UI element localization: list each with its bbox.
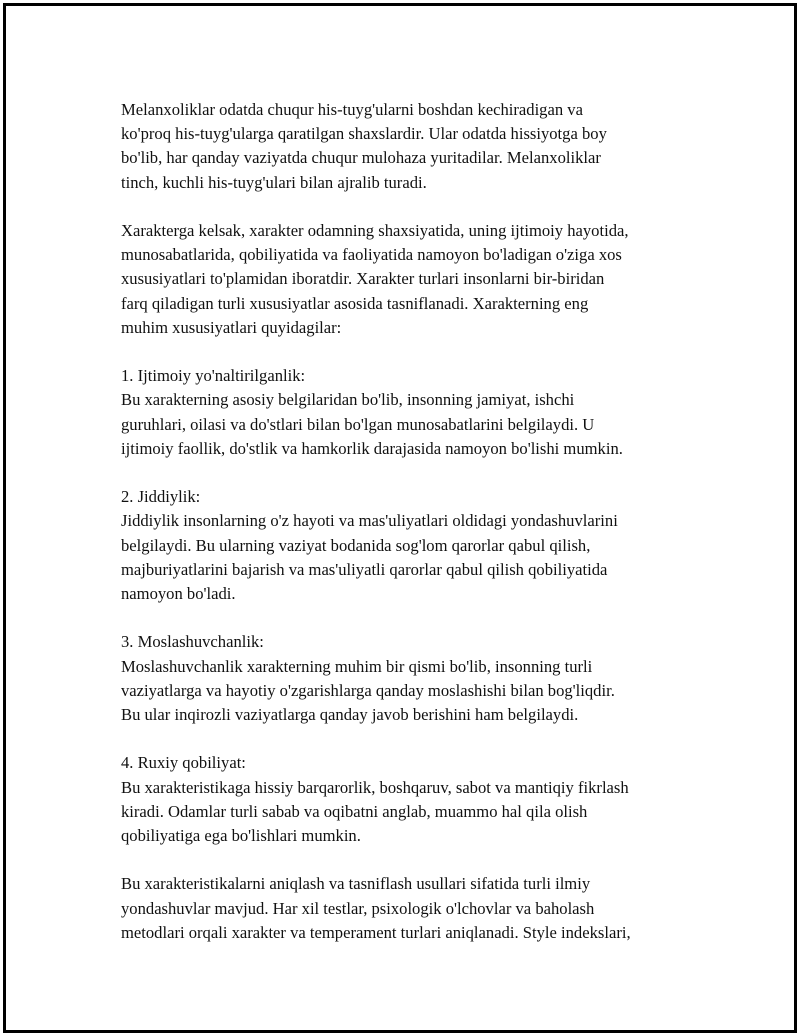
text-line: bo'lib, har qanday vaziyatda chuqur mulohaza yuritadilar. Melanxoliklar [121,148,601,168]
text-line: belgilaydi. Bu ularning vaziyat bodanida sog'lom qarorlar qabul qilish, [121,535,591,555]
text-line: Moslashuvchanlik xarakterning muhim bir qismi bo'lib, insonning turli [121,656,593,676]
text-line: namoyon bo'ladi. [121,584,236,604]
section-heading: 3. Moslashuvchanlik: [121,632,264,652]
text-line: Bu xarakterning asosiy belgilaridan bo'lib, insonning jamiyat, ishchi [121,390,575,410]
text-line: tinch, kuchli his-tuyg'ulari bilan ajralib turadi. [121,172,427,192]
text-line: qobiliyatiga ega bo'lishlari mumkin. [121,826,361,846]
text-line: farq qiladigan turli xususiyatlar asosida tasniflanadi. Xarakterning eng [121,293,589,313]
text-line: yondashuvlar mavjud. Har xil testlar, psixologik o'lchovlar va baholash [121,898,595,918]
section-heading: 4. Ruxiy qobiliyat: [121,753,246,773]
text-line: Bu ular inqirozli vaziyatlarga qanday javob berishini ham belgilaydi. [121,705,579,725]
text-line: Xarakterga kelsak, xarakter odamning shaxsiyatida, uning ijtimoiy hayotida, [121,221,629,240]
page-border [3,3,797,1033]
paragraph-character [121,219,701,340]
text-line: Melanxoliklar odatda chuqur his-tuyg'ularni boshdan kechiradigan va [121,100,583,119]
text-line: munosabatlarida, qobiliyatida va faoliyatida namoyon bo'ladigan o'ziga xos [121,245,622,265]
paragraph-mental-ability [121,751,701,848]
text-line: xususiyatlari to'plamidan iboratdir. Xarakter turlari insonlarni bir-biridan [121,269,605,289]
text-line: muhim xususiyatlari quyidagilar: [121,317,342,337]
document-body [121,98,701,969]
text-line: majburiyatlarini bajarish va mas'uliyatli qarorlar qabul qilish qobiliyatida [121,559,608,579]
paragraph-flexibility [121,630,701,727]
section-heading: 2. Jiddiylik: [121,487,201,507]
text-line: Jiddiylik insonlarning o'z hayoti va mas'uliyatlari oldidagi yondashuvlarini [121,511,618,531]
text-line: vaziyatlarga va hayotiy o'zgarishlarga qanday moslashishi bilan bog'liqdir. [121,680,615,700]
paragraph-social-orientation [121,364,701,461]
text-line: metodlari orqali xarakter va temperament turlari aniqlanadi. Style indekslari, [121,922,631,942]
text-line: ko'proq his-tuyg'ularga qaratilgan shaxslardir. Ular odatda hissiyotga boy [121,124,607,144]
text-line: guruhlari, oilasi va do'stlari bilan bo'lgan munosabatlarini belgilaydi. U [121,414,595,434]
paragraph-melancholic [121,98,701,195]
text-line: Bu xarakteristikaga hissiy barqarorlik, boshqaruv, sabot va mantiqiy fikrlash [121,777,629,797]
paragraph-seriousness [121,485,701,606]
paragraph-methods [121,872,701,945]
section-heading: 1. Ijtimoiy yo'naltirilganlik: [121,366,306,386]
text-line: kiradi. Odamlar turli sabab va oqibatni anglab, muammo hal qila olish [121,801,588,821]
text-line: Bu xarakteristikalarni aniqlash va tasniflash usullari sifatida turli ilmiy [121,874,591,894]
text-line: ijtimoiy faollik, do'stlik va hamkorlik darajasida namoyon bo'lishi mumkin. [121,438,623,458]
